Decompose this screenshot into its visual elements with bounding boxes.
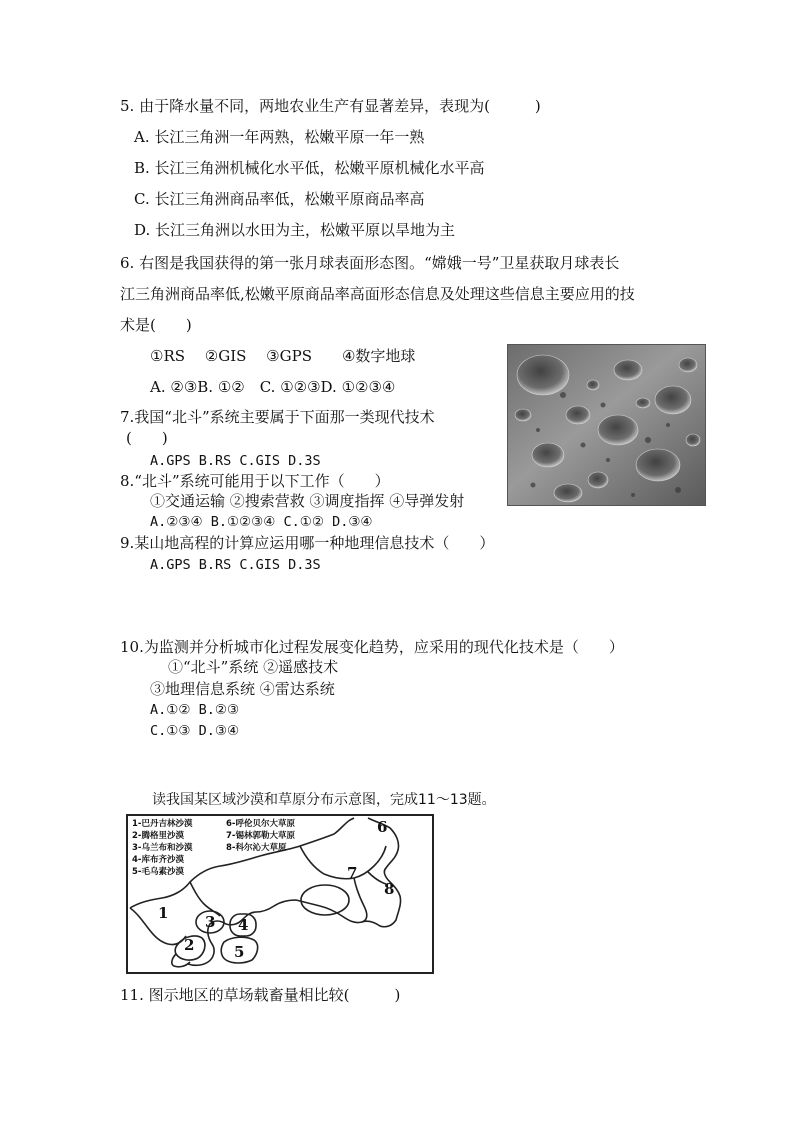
legend-item-1: 1-巴丹吉林沙漠 (132, 819, 193, 829)
question-7-paren: ( ) (126, 429, 168, 447)
question-5-option-a: A. 长江三角洲一年两熟，松嫩平原一年一熟 (134, 128, 425, 146)
question-11-stem: 11. 图示地区的草场载畜量相比较( ) (120, 986, 401, 1004)
question-5-option-c: C. 长江三角洲商品率低，松嫩平原商品率高 (134, 190, 425, 208)
question-5-option-b: B. 长江三角洲机械化水平低，松嫩平原机械化水平高 (134, 159, 485, 177)
legend-item-3: 3-乌兰布和沙漠 (132, 843, 193, 853)
legend-item-7: 7-锡林郭勒大草原 (226, 831, 295, 841)
legend-item-2: 2-腾格里沙漠 (132, 831, 184, 841)
question-10-options-1: A.①② B.②③ (150, 702, 240, 718)
region-label-7: 7 (347, 864, 358, 882)
question-8-items: ①交通运输 ②搜索营救 ③调度指挥 ④导弹发射 (150, 492, 465, 510)
question-6-options: A. ②③B. ①② C. ①②③D. ①②③④ (150, 378, 396, 396)
question-9-stem: 9.某山地高程的计算应运用哪一种地理信息技术（ ） (120, 534, 495, 552)
question-6-line-1: 6. 右图是我国获得的第一张月球表面形态图。“嫦娥一号”卫星获取月球表长 (120, 254, 620, 272)
legend-item-8: 8-科尔沁大草原 (226, 843, 287, 853)
map-intro: 读我国某区域沙漠和草原分布示意图，完成11～13题。 (152, 792, 496, 808)
inner-boundary-3 (354, 878, 367, 922)
region-label-5: 5 (234, 943, 245, 961)
region-label-4: 4 (238, 916, 249, 934)
question-8-options: A.②③④ B.①②③④ C.①② D.③④ (150, 514, 373, 530)
question-6-line-3: 术是( ) (120, 316, 192, 334)
grassland-7-ellipse (301, 885, 349, 915)
region-label-6: 6 (377, 818, 388, 836)
legend-item-6: 6-呼伦贝尔大草原 (226, 819, 295, 829)
desert-grassland-map (126, 814, 434, 974)
legend-item-5: 5-毛乌素沙漠 (132, 867, 184, 877)
question-10-options-2: C.①③ D.③④ (150, 723, 240, 739)
inner-boundary-2 (300, 846, 386, 879)
moon-surface-image (507, 344, 706, 506)
question-7-stem: 7.我国“北斗”系统主要属于下面那一类现代技术 (120, 408, 435, 426)
question-10-items-2: ③地理信息系统 ④雷达系统 (150, 680, 335, 698)
map-legend-right (226, 818, 295, 854)
region-label-3: 3 (205, 913, 216, 931)
question-10-items-1: ①“北斗”系统 ②遥感技术 (168, 658, 339, 676)
region-label-8: 8 (384, 880, 395, 898)
question-6-line-2: 江三角洲商品率低,松嫩平原商品率高面形态信息及处理这些信息主要应用的技 (120, 285, 635, 303)
question-9-options: A.GPS B.RS C.GIS D.3S (150, 557, 321, 573)
region-label-2: 2 (184, 936, 195, 954)
question-5-option-d: D. 长江三角洲以水田为主，松嫩平原以旱地为主 (134, 221, 456, 239)
question-5-stem: 5. 由于降水量不同，两地农业生产有显著差异，表现为( ) (120, 97, 541, 115)
question-6-items: ①RS ②GIS ③GPS ④数字地球 (150, 347, 416, 365)
legend-item-4: 4-库布齐沙漠 (132, 855, 184, 865)
question-10-stem: 10.为监测并分析城市化过程发展变化趋势，应采用的现代化技术是（ ） (120, 638, 624, 656)
question-7-options: A.GPS B.RS C.GIS D.3S (150, 453, 321, 469)
map-legend-left (132, 818, 192, 878)
region-label-1: 1 (158, 904, 169, 922)
question-8-stem: 8.“北斗”系统可能用于以下工作（ ） (120, 472, 390, 490)
